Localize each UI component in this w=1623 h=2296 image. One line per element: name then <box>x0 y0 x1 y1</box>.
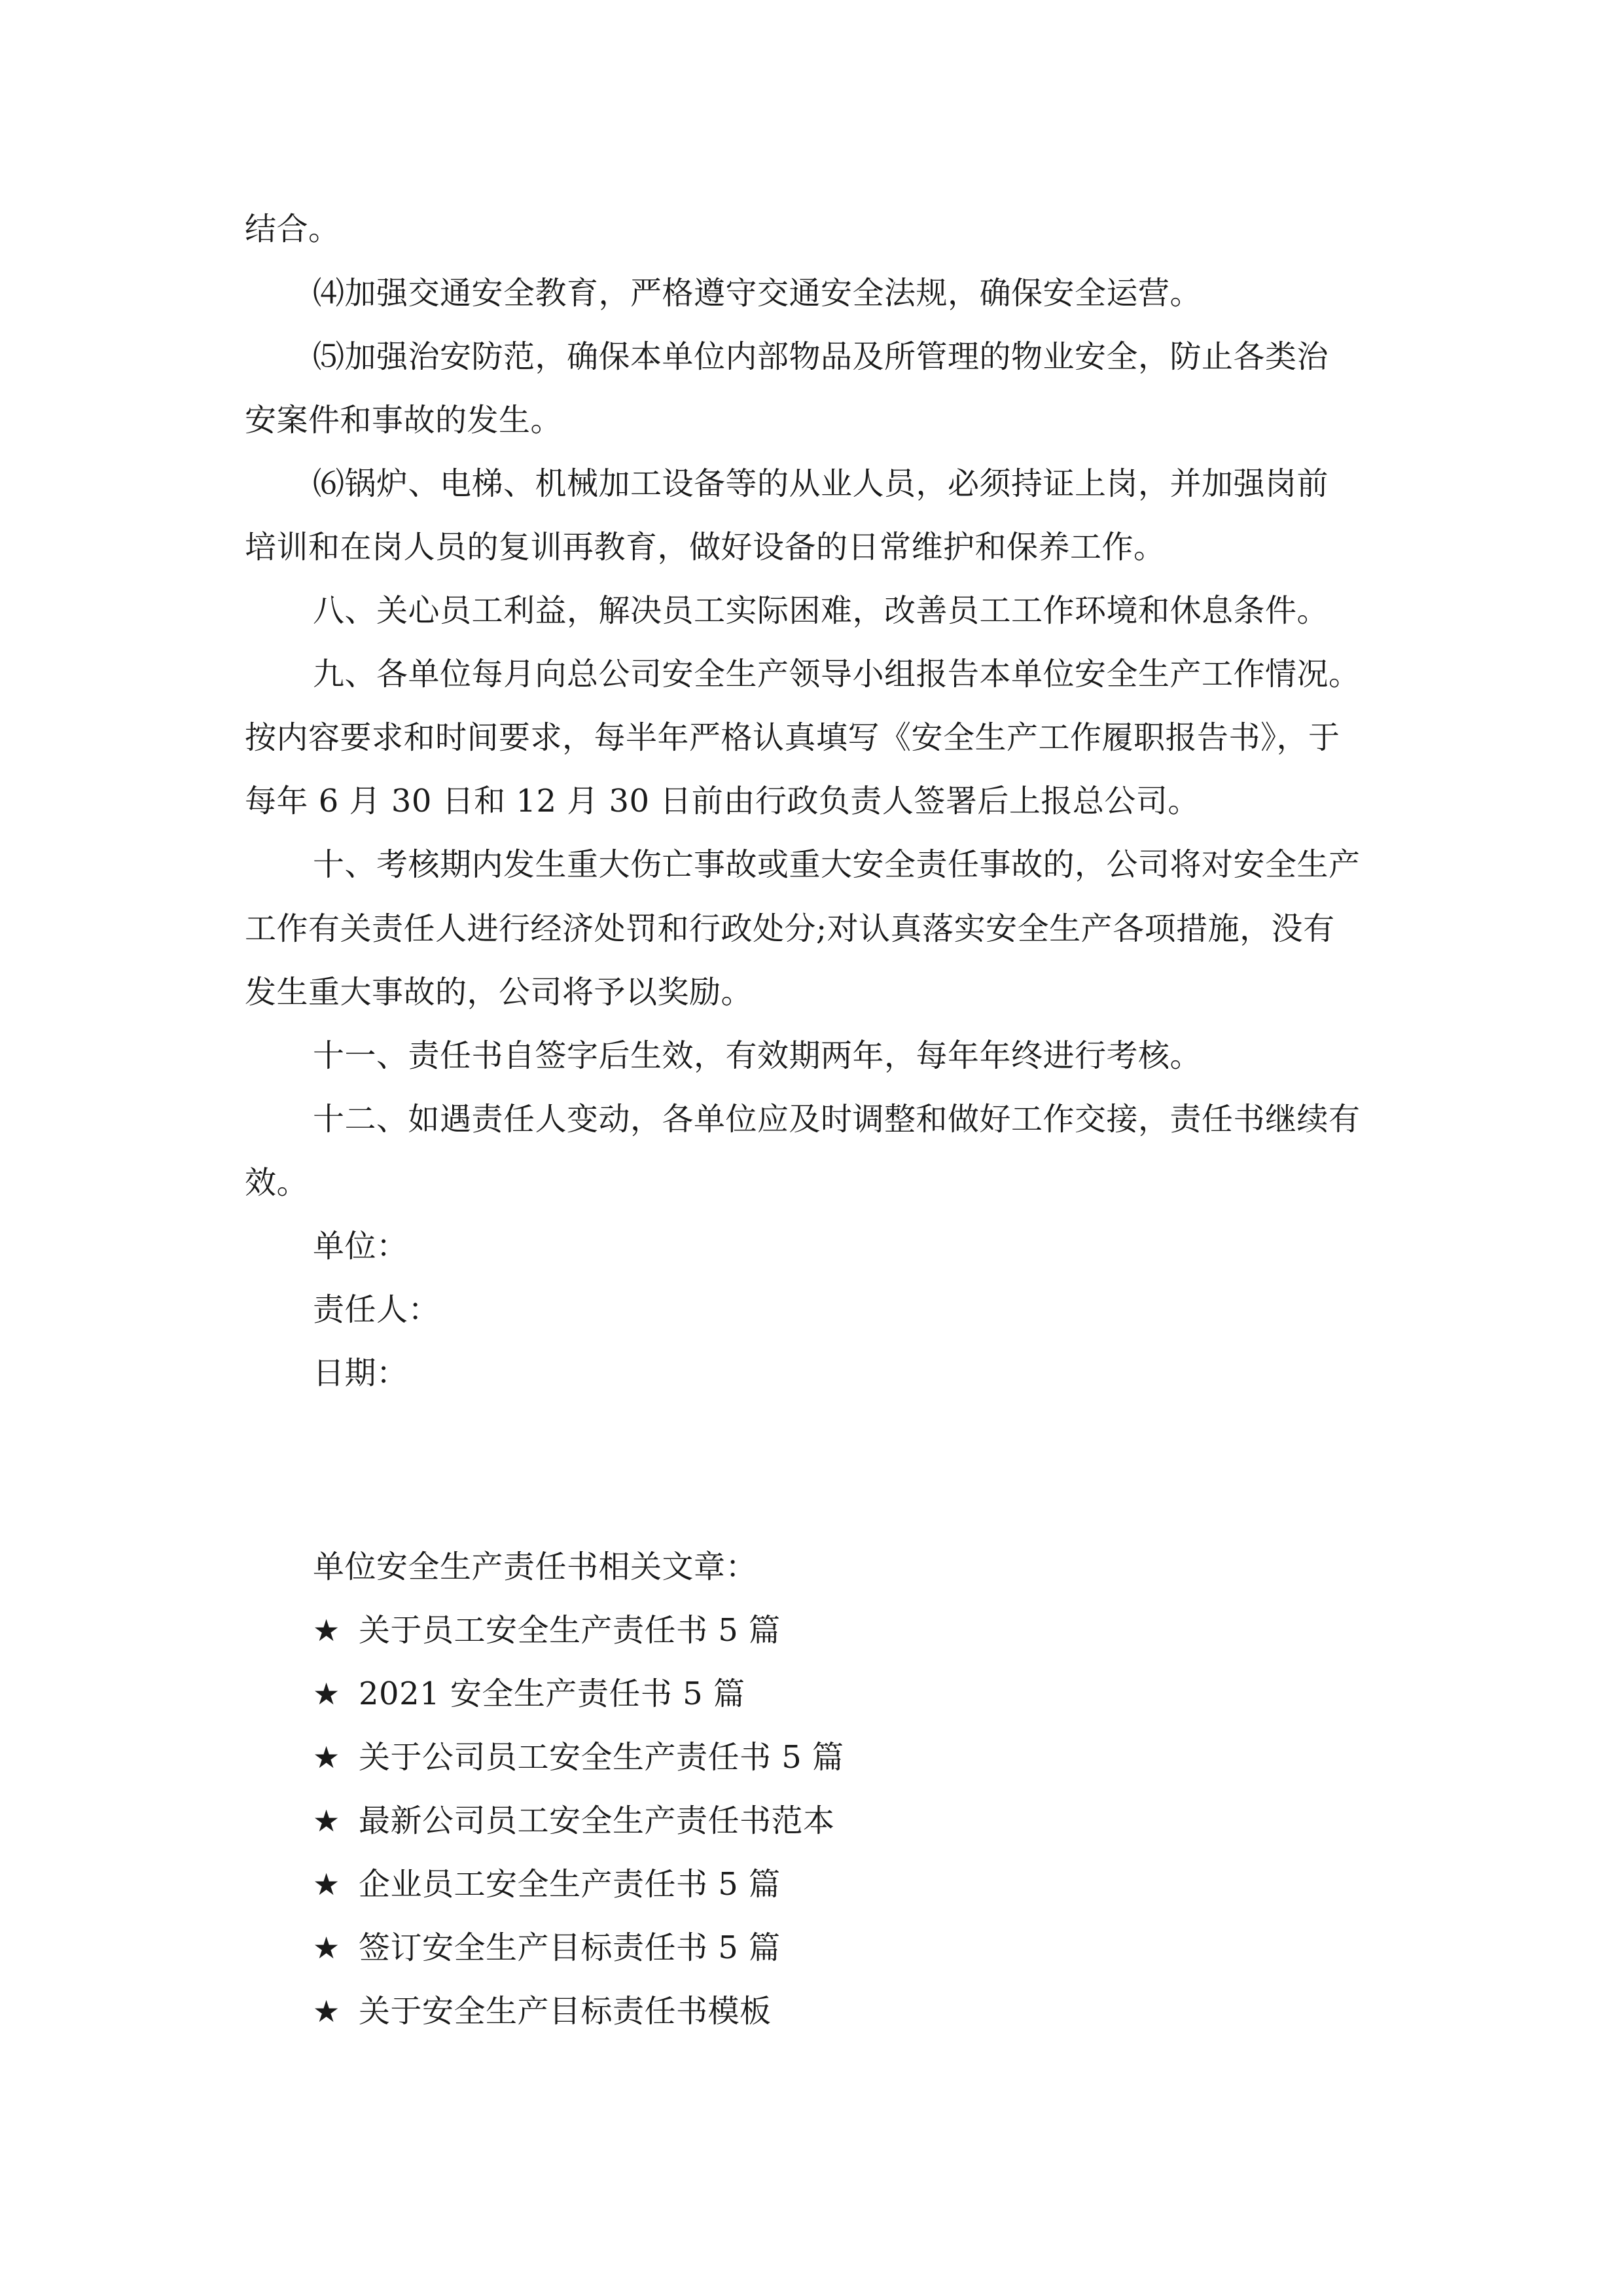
text-line: 安案件和事故的发生。 <box>245 402 563 439</box>
text-line: 十一、责任书自签字后生效，有效期两年，每年年终进行考核。 <box>313 1037 1202 1074</box>
text-line: 效。 <box>245 1164 309 1201</box>
text-line: 发生重大事故的，公司将予以奖励。 <box>245 974 753 1011</box>
text-line: 按内容要求和时间要求，每半年严格认真填写《安全生产工作履职报告书》，于 <box>245 719 1340 756</box>
text-line: 十二、如遇责任人变动，各单位应及时调整和做好工作交接，责任书继续有 <box>313 1101 1361 1138</box>
related-link-label: 关于员工安全生产责任书 5 篇 <box>359 1612 781 1649</box>
star-icon: ★ <box>313 1867 340 1902</box>
related-link-label: 签订安全生产目标责任书 5 篇 <box>359 1929 781 1966</box>
document-page <box>245 0 1378 2296</box>
related-link[interactable] <box>313 1801 835 1840</box>
related-link-label: 最新公司员工安全生产责任书范本 <box>359 1803 835 1839</box>
star-icon: ★ <box>313 1994 340 2029</box>
related-link[interactable] <box>313 1865 781 1904</box>
text-line: 九、各单位每月向总公司安全生产领导小组报告本单位安全生产工作情况。 <box>313 656 1361 692</box>
text-line: 培训和在岗人员的复训再教育，做好设备的日常维护和保养工作。 <box>245 529 1166 565</box>
star-icon: ★ <box>313 1803 340 1839</box>
star-icon: ★ <box>313 1740 340 1775</box>
text-line: ⑷加强交通安全教育，严格遵守交通安全法规，确保安全运营。 <box>313 275 1202 312</box>
signature-date-label: 日期： <box>313 1355 408 1391</box>
signature-unit-label: 单位： <box>313 1228 408 1265</box>
related-link-label: 关于安全生产目标责任书模板 <box>359 1993 772 2030</box>
related-link[interactable] <box>313 1674 745 1713</box>
star-icon: ★ <box>313 1930 340 1965</box>
related-link[interactable] <box>313 1738 844 1777</box>
related-link[interactable] <box>313 1928 781 1967</box>
star-icon: ★ <box>313 1676 340 1712</box>
signature-person-label: 责任人： <box>313 1291 440 1328</box>
text-line: 每年 6 月 30 日和 12 月 30 日前由行政负责人签署后上报总公司。 <box>245 783 1200 819</box>
related-link[interactable] <box>313 1992 772 2031</box>
text-line: 结合。 <box>245 211 340 247</box>
text-line: 十、考核期内发生重大伤亡事故或重大安全责任事故的，公司将对安全生产 <box>313 846 1361 883</box>
related-link-label: 2021 安全生产责任书 5 篇 <box>359 1676 745 1712</box>
related-link-label: 关于公司员工安全生产责任书 5 篇 <box>359 1739 844 1776</box>
related-link-label: 企业员工安全生产责任书 5 篇 <box>359 1866 781 1903</box>
star-icon: ★ <box>313 1613 340 1648</box>
text-line: 工作有关责任人进行经济处罚和行政处分;对认真落实安全生产各项措施，没有 <box>245 910 1335 947</box>
text-line: ⑹锅炉、电梯、机械加工设备等的从业人员，必须持证上岗，并加强岗前 <box>313 465 1329 502</box>
text-line: ⑸加强治安防范，确保本单位内部物品及所管理的物业安全，防止各类治 <box>313 338 1329 375</box>
related-link[interactable] <box>313 1611 781 1650</box>
text-line: 八、关心员工利益，解决员工实际困难，改善员工工作环境和休息条件。 <box>313 592 1329 629</box>
related-heading: 单位安全生产责任书相关文章： <box>313 1549 758 1585</box>
